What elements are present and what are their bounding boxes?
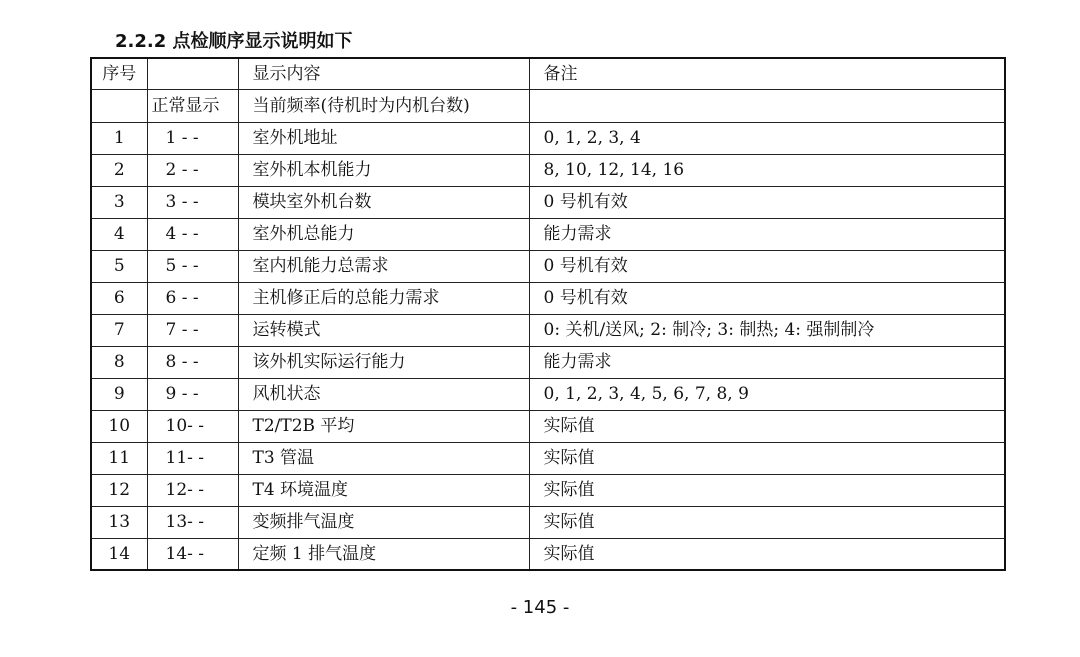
row-code: 4 - - — [147, 218, 238, 250]
row-content: 模块室外机台数 — [238, 186, 529, 218]
row-index: 13 — [91, 506, 147, 538]
table-header-row — [91, 58, 1005, 89]
normal-code: 正常显示 — [147, 89, 238, 122]
row-content: 主机修正后的总能力需求 — [238, 282, 529, 314]
check-sequence-table — [90, 57, 1006, 571]
row-content: T4 环境温度 — [238, 474, 529, 506]
table-row — [91, 154, 1005, 186]
row-code: 10- - — [147, 410, 238, 442]
row-note: 能力需求 — [529, 346, 1005, 378]
table-row — [91, 186, 1005, 218]
row-code: 11- - — [147, 442, 238, 474]
row-note: 0 号机有效 — [529, 282, 1005, 314]
row-code: 14- - — [147, 538, 238, 570]
table-row — [91, 538, 1005, 570]
row-note: 能力需求 — [529, 218, 1005, 250]
row-code: 8 - - — [147, 346, 238, 378]
row-index: 10 — [91, 410, 147, 442]
row-index: 5 — [91, 250, 147, 282]
table-row — [91, 250, 1005, 282]
row-content: 定频 1 排气温度 — [238, 538, 529, 570]
row-index: 9 — [91, 378, 147, 410]
row-content: 室外机地址 — [238, 122, 529, 154]
row-content: 室内机能力总需求 — [238, 250, 529, 282]
row-content: 风机状态 — [238, 378, 529, 410]
header-index: 序号 — [91, 58, 147, 89]
row-index: 11 — [91, 442, 147, 474]
header-code — [147, 58, 238, 89]
row-code: 2 - - — [147, 154, 238, 186]
row-code: 6 - - — [147, 282, 238, 314]
row-content: 运转模式 — [238, 314, 529, 346]
table-row — [91, 442, 1005, 474]
row-content: 该外机实际运行能力 — [238, 346, 529, 378]
normal-note — [529, 89, 1005, 122]
row-note: 0: 关机/送风; 2: 制冷; 3: 制热; 4: 强制制冷 — [529, 314, 1005, 346]
row-content: T3 管温 — [238, 442, 529, 474]
row-note: 实际值 — [529, 506, 1005, 538]
row-code: 1 - - — [147, 122, 238, 154]
row-index: 12 — [91, 474, 147, 506]
row-note: 0 号机有效 — [529, 250, 1005, 282]
row-note: 0 号机有效 — [529, 186, 1005, 218]
row-code: 13- - — [147, 506, 238, 538]
table-row — [91, 378, 1005, 410]
row-index: 1 — [91, 122, 147, 154]
normal-content: 当前频率(待机时为内机台数) — [238, 89, 529, 122]
row-code: 9 - - — [147, 378, 238, 410]
normal-index — [91, 89, 147, 122]
row-code: 12- - — [147, 474, 238, 506]
row-note: 实际值 — [529, 474, 1005, 506]
row-note: 实际值 — [529, 410, 1005, 442]
row-index: 7 — [91, 314, 147, 346]
table-row — [91, 506, 1005, 538]
row-index: 8 — [91, 346, 147, 378]
row-content: 变频排气温度 — [238, 506, 529, 538]
normal-display-row — [91, 89, 1005, 122]
row-index: 3 — [91, 186, 147, 218]
row-index: 4 — [91, 218, 147, 250]
row-code: 3 - - — [147, 186, 238, 218]
row-note: 实际值 — [529, 442, 1005, 474]
row-index: 2 — [91, 154, 147, 186]
page-number: - 145 - — [510, 597, 570, 618]
table-row — [91, 122, 1005, 154]
row-note: 0, 1, 2, 3, 4 — [529, 122, 1005, 154]
row-code: 7 - - — [147, 314, 238, 346]
table-row — [91, 218, 1005, 250]
table-row — [91, 474, 1005, 506]
header-content: 显示内容 — [238, 58, 529, 89]
row-index: 14 — [91, 538, 147, 570]
table-row — [91, 282, 1005, 314]
row-content: 室外机总能力 — [238, 218, 529, 250]
header-note: 备注 — [529, 58, 1005, 89]
section-title: 2.2.2 点检顺序显示说明如下 — [115, 31, 353, 52]
table-row — [91, 410, 1005, 442]
row-note: 0, 1, 2, 3, 4, 5, 6, 7, 8, 9 — [529, 378, 1005, 410]
table-row — [91, 346, 1005, 378]
row-note: 实际值 — [529, 538, 1005, 570]
row-content: T2/T2B 平均 — [238, 410, 529, 442]
table-row — [91, 314, 1005, 346]
row-note: 8, 10, 12, 14, 16 — [529, 154, 1005, 186]
row-index: 6 — [91, 282, 147, 314]
row-code: 5 - - — [147, 250, 238, 282]
row-content: 室外机本机能力 — [238, 154, 529, 186]
table-body — [91, 58, 1005, 570]
